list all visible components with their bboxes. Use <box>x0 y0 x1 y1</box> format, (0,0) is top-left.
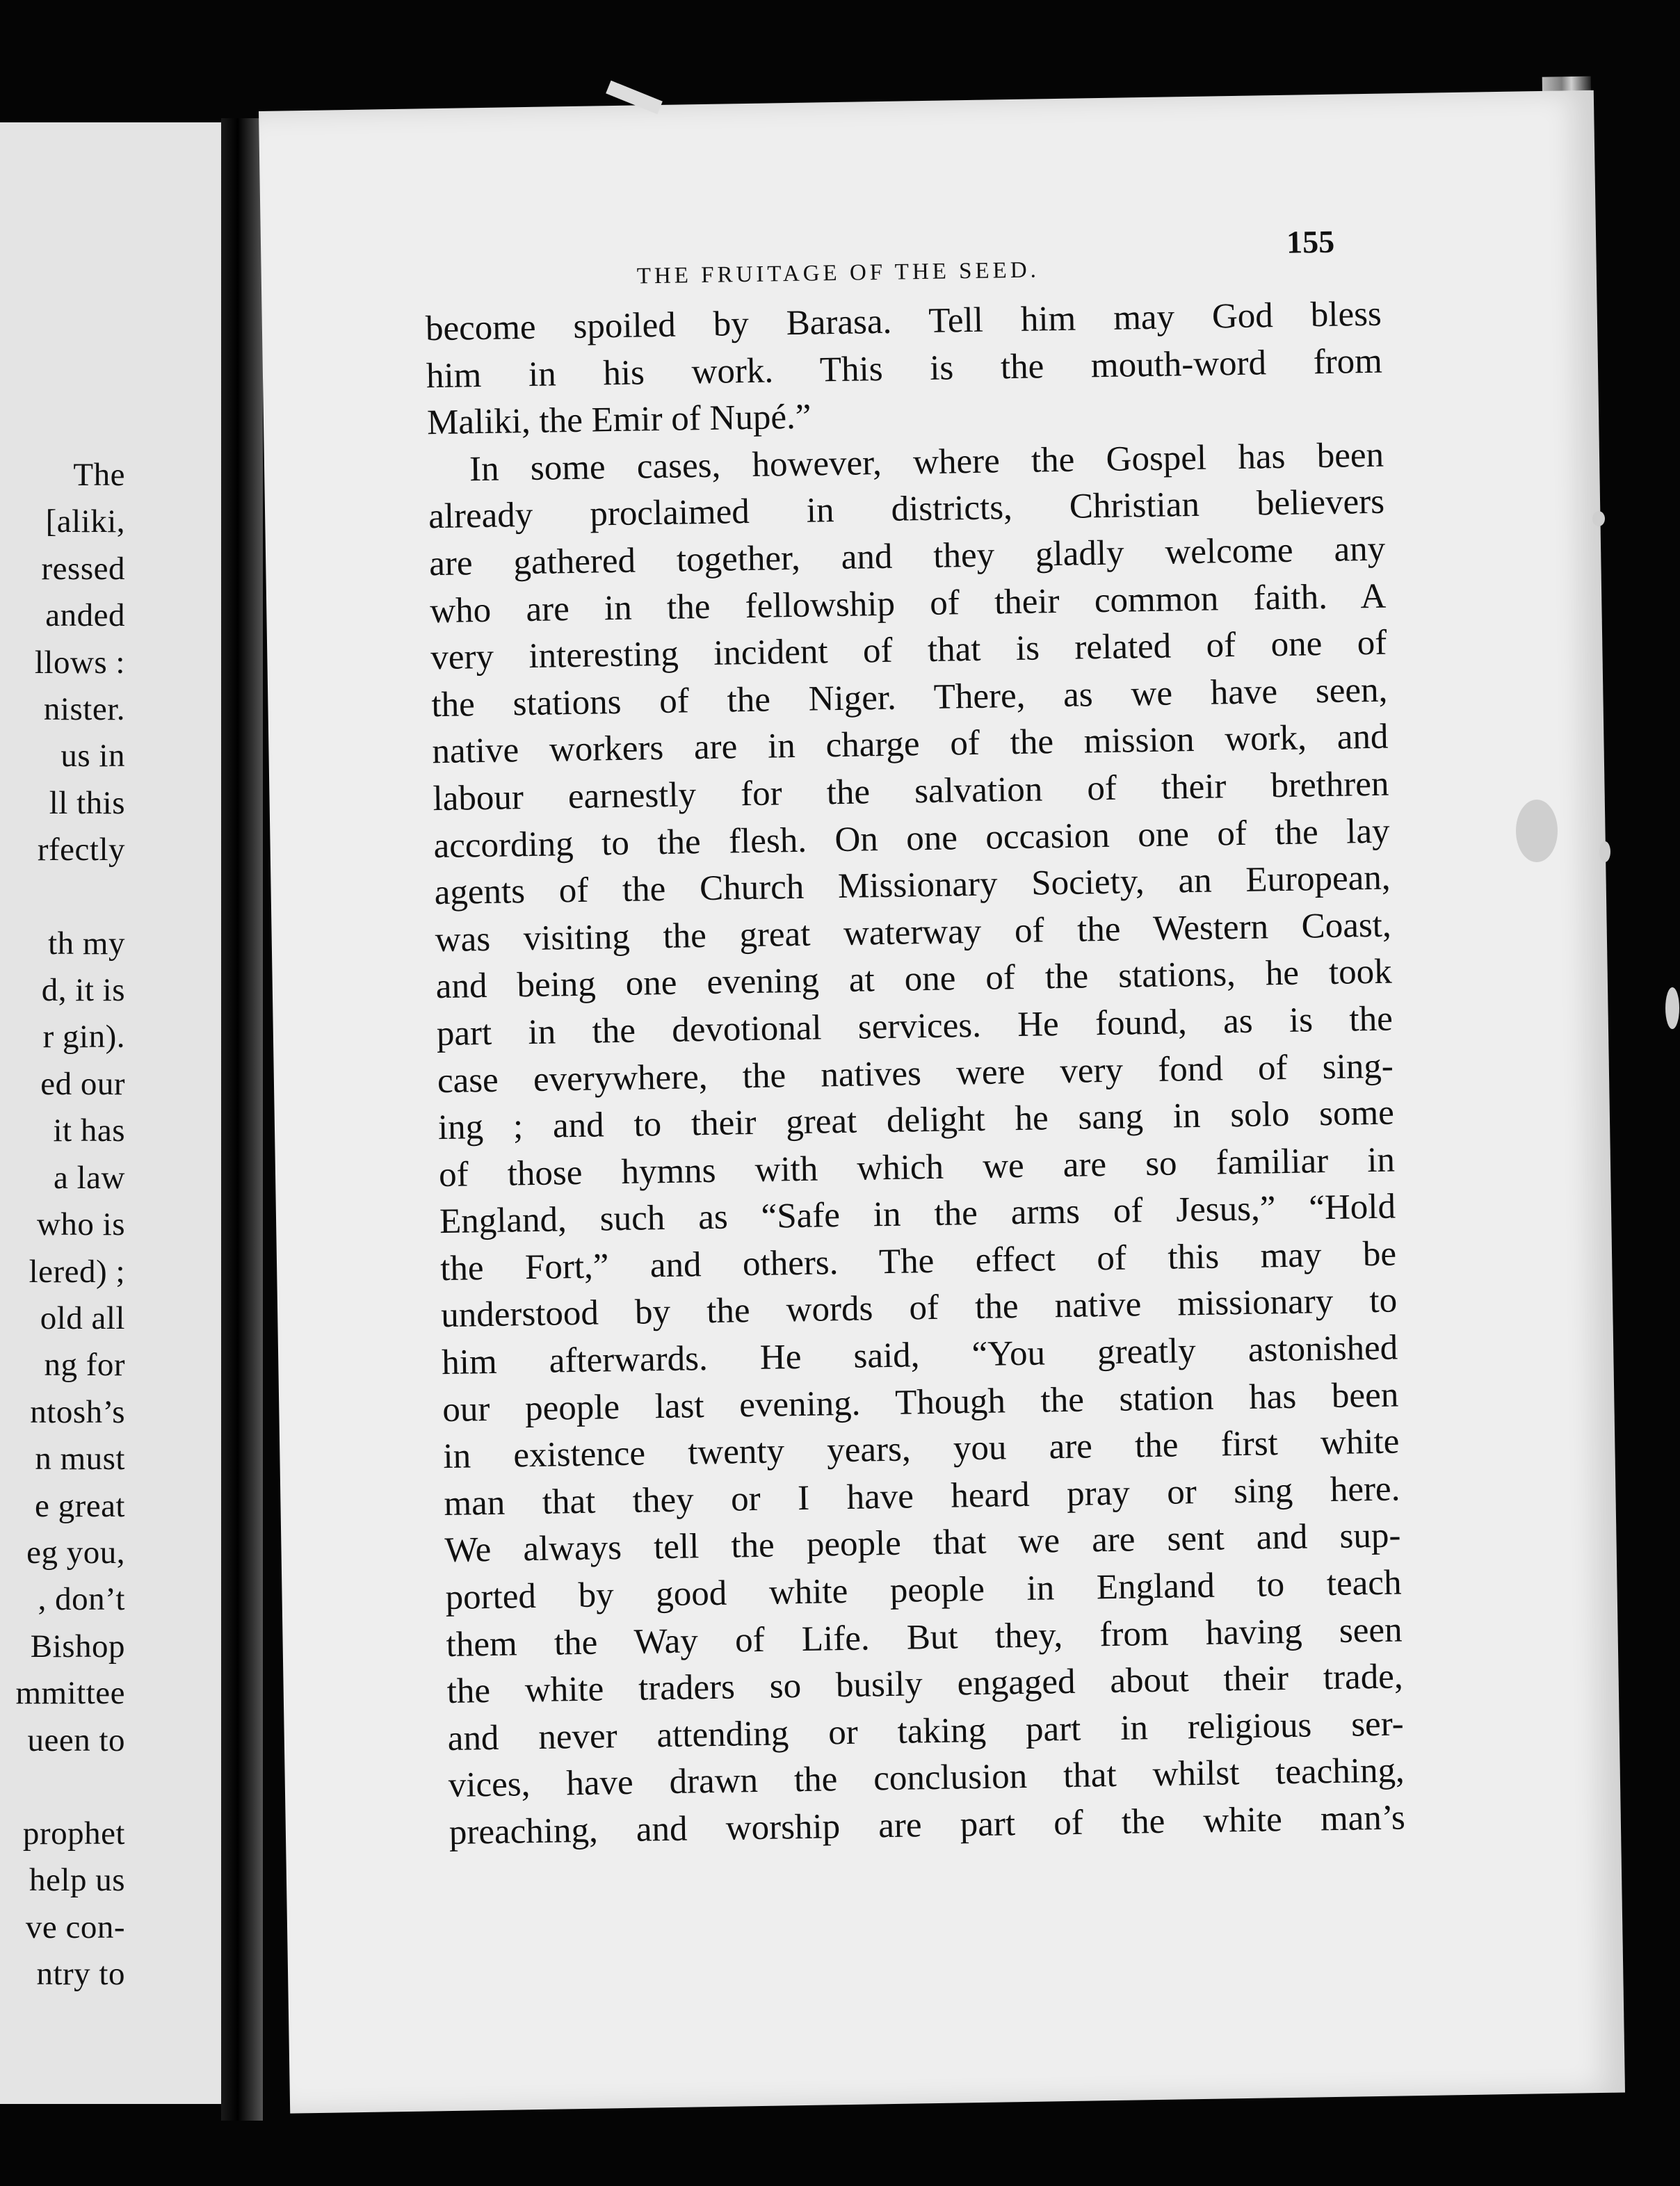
left-page-line: ll this <box>49 784 125 821</box>
text-line: native workers are in charge of the mission work, and <box>432 717 1389 772</box>
text-line: him in his work. This is the mouth-word from <box>426 341 1383 396</box>
text-line: the stations of the Niger. There, as we have seen, <box>431 670 1388 724</box>
left-page-line: who is <box>36 1206 125 1243</box>
left-page-line: ntry to <box>36 1956 125 1993</box>
text-line: England, such as “Safe in the arms of Jesus,” “Hold <box>439 1187 1396 1242</box>
left-page-line: r gin). <box>42 1019 125 1055</box>
text-line: become spoiled by Barasa. Tell him may God bless <box>425 294 1382 349</box>
left-page-line: [aliki, <box>45 503 125 540</box>
left-page-line: llows : <box>34 644 125 681</box>
page-number: 155 <box>1286 223 1335 260</box>
text-line: of those hymns with which we are so familiar in <box>438 1140 1396 1195</box>
left-page-line <box>15 1764 125 1811</box>
left-page-line: a law <box>54 1159 125 1196</box>
left-page-line: old all <box>40 1300 125 1336</box>
left-page-line: ueen to <box>27 1722 125 1758</box>
left-page-line: ve con- <box>25 1909 125 1945</box>
text-line: agents of the Church Missionary Society, an European, <box>434 858 1391 913</box>
text-line: and being one evening at one of the stations, he took <box>435 952 1393 1007</box>
left-page-line: ntosh’s <box>30 1393 125 1430</box>
text-line: in existence twenty years, you are the first white <box>442 1422 1400 1477</box>
left-page-line: The <box>73 457 125 493</box>
text-line: vices, have drawn the conclusion that whilst teaching, <box>448 1751 1405 1806</box>
text-line: preaching, and worship are part of the white man’s <box>449 1798 1406 1852</box>
text-line: labour earnestly for the salvation of their brethren <box>433 764 1389 819</box>
page-body-text <box>425 291 1405 1857</box>
text-line: man that they or I have heard pray or sing here. <box>444 1469 1400 1523</box>
left-page-line: lered) ; <box>29 1253 125 1290</box>
left-page-line: Bishop <box>30 1628 125 1665</box>
text-line: was visiting the great waterway of the Western Coast, <box>435 905 1392 960</box>
text-line: them the Way of Life. But they, from having seen <box>446 1610 1403 1665</box>
text-line: Maliki, the Emir of Nupé.” <box>426 397 811 443</box>
text-line: according to the flesh. On one occasion one of the lay <box>433 811 1390 866</box>
text-line: the white traders so busily engaged about their trade, <box>446 1657 1404 1712</box>
left-page-line: anded <box>45 597 125 634</box>
left-page <box>0 122 229 2104</box>
left-page-line: , don’t <box>38 1581 125 1618</box>
text-line: him afterwards. He said, “You greatly astonished <box>441 1328 1398 1383</box>
left-page-line: prophet <box>22 1815 125 1852</box>
left-page-line: rfectly <box>37 832 125 868</box>
text-line: and never attending or taking part in religious ser- <box>447 1704 1405 1758</box>
left-page-line: mmittee <box>15 1675 125 1712</box>
text-line: who are in the fellowship of their common faith. A <box>429 576 1387 631</box>
text-line: are gathered together, and they gladly welcome any <box>428 529 1386 584</box>
text-line: In some cases, however, where the Gospel has been <box>469 435 1384 489</box>
left-page-line: ng for <box>44 1347 125 1384</box>
text-line: understood by the words of the native missionary to <box>440 1281 1398 1336</box>
left-page-line: ed our <box>40 1065 125 1102</box>
left-page-line: us in <box>60 738 125 775</box>
text-line: ing ; and to their great delight he sang in solo some <box>437 1093 1395 1148</box>
text-line: We always tell the people that we are sent and sup- <box>444 1516 1401 1571</box>
text-line: very interesting incident of that is related of one of <box>430 623 1387 678</box>
left-page-line: d, it is <box>41 972 125 1009</box>
text-line: our people last evening. Though the station has been <box>442 1375 1399 1430</box>
text-line: part in the devotional services. He found, as is the <box>436 999 1394 1054</box>
text-line: case everywhere, the natives were very fond of sing- <box>437 1046 1394 1101</box>
left-page-line: nister. <box>43 691 125 728</box>
text-line: ported by good white people in England to teach <box>445 1563 1402 1618</box>
right-page <box>259 90 1625 2114</box>
left-page-text <box>15 452 125 1998</box>
left-page-line: n must <box>35 1441 125 1477</box>
left-page-line: ressed <box>41 550 125 587</box>
running-head: THE FRUITAGE OF THE SEED. <box>636 257 1040 289</box>
left-page-line: th my <box>48 925 125 962</box>
left-page-line <box>15 874 125 921</box>
left-page-line: e great <box>34 1487 125 1524</box>
text-line: already proclaimed in districts, Christian believers <box>428 483 1385 537</box>
book-gutter <box>221 118 263 2121</box>
left-page-line: eg you, <box>26 1534 125 1571</box>
left-page-line: it has <box>53 1112 125 1149</box>
text-line: the Fort,” and others. The effect of this may be <box>439 1234 1397 1288</box>
left-page-line: help us <box>29 1862 125 1899</box>
